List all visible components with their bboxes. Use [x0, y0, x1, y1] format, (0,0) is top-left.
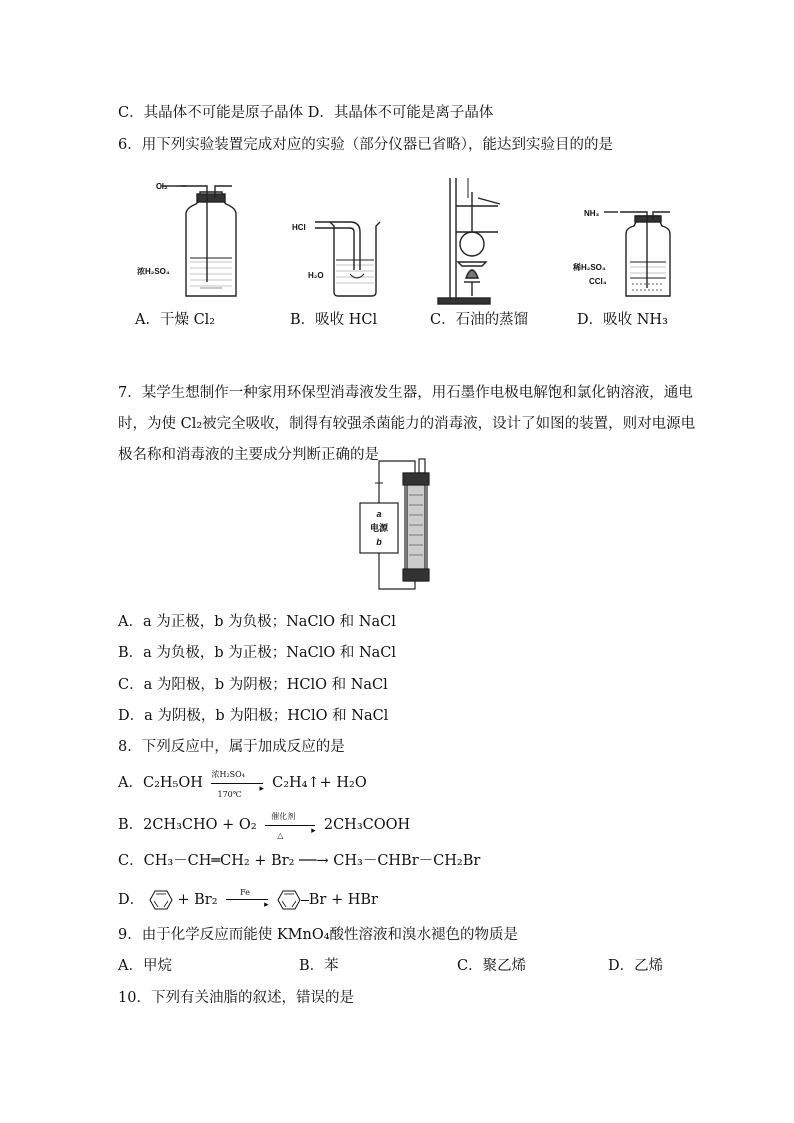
q9-option-a: A．甲烷: [118, 958, 172, 974]
q8-b-reactant: B．2CH₃CHO + O₂: [118, 817, 257, 833]
label-b-liquid: H₂O: [308, 271, 324, 280]
label-b-gas: HCl: [292, 223, 306, 232]
q7-electrolysis-figure: [355, 455, 455, 595]
q9-option-b: B．苯: [299, 958, 339, 974]
q7-option-d: D．a 为阴极，b 为阳极；HClO 和 NaCl: [118, 708, 389, 724]
q8-d-reagent: + Br₂: [177, 892, 218, 908]
q7-option-a: A．a 为正极，b 为负极；NaClO 和 NaCl: [118, 614, 396, 630]
q7-stem-line3: 极名称和消毒液的主要成分判断正确的是: [118, 447, 379, 463]
q8-option-a: [118, 770, 367, 799]
q8-b-arrow: 催化剂 ▸ △: [261, 815, 319, 835]
q7-stem-line2: 时，为使 Cl₂被完全吸收，制得有较强杀菌能力的消毒液，设计了如图的装置，则对电源电: [118, 416, 696, 432]
q8-a-cond-top: 浓H₂SO₄: [211, 770, 245, 779]
q8-b-cond-top: 催化剂: [271, 812, 296, 821]
apparatus-c-distillation: [438, 178, 500, 304]
q7-option-c: C．a 为阳极，b 为阴极；HClO 和 NaCl: [118, 677, 388, 693]
apparatus-d-washing-bottle: [604, 212, 670, 296]
label-a-liquid: 浓H₂SO₄: [137, 267, 170, 276]
q8-option-b: [118, 812, 411, 840]
q5-options-line: C．其晶体不可能是原子晶体 D．其晶体不可能是离子晶体: [118, 105, 494, 121]
q8-a-product: C₂H₄↑+ H₂O: [272, 775, 367, 791]
q6-option-a: A．干燥 Cl₂: [135, 312, 216, 328]
q6-option-b: B．吸收 HCl: [290, 312, 378, 328]
q8-option-c: C．CH₃－CH═CH₂ + Br₂ ──→ CH₃－CHBr－CH₂Br: [118, 853, 481, 869]
power-label-a: a: [376, 509, 382, 519]
q8-a-reactant: A．C₂H₅OH: [118, 775, 203, 791]
q7-stem-line1: 7．某学生想制作一种家用环保型消毒液发生器，用石墨作电极电解饱和氯化钠溶液，通电: [118, 385, 693, 401]
label-d-gas: NH₃: [584, 209, 600, 218]
power-label-mid: 电源: [369, 523, 389, 533]
apparatus-b-beaker: [315, 222, 380, 296]
q8-stem: 8．下列反应中，属于加成反应的是: [118, 739, 345, 755]
q8-d-arrow: Fe ▸: [222, 889, 272, 909]
label-a-gas: Cl₂: [156, 182, 168, 191]
q6-stem: 6．用下列实验装置完成对应的实验（部分仪器已省略），能达到实验目的的是: [118, 137, 613, 153]
apparatus-a-washing-bottle: [160, 186, 236, 296]
q8-a-arrow: 浓H₂SO₄ ▸ 170℃: [207, 773, 267, 793]
q8-d-cond: Fe: [240, 888, 250, 897]
q7-option-b: B．a 为负极，b 为正极；NaClO 和 NaCl: [118, 645, 397, 661]
q9-option-c: C．聚乙烯: [457, 958, 527, 974]
q10-stem: 10．下列有关油脂的叙述，错误的是: [118, 990, 354, 1006]
benzene-ring-icon: [277, 889, 301, 911]
q8-d-product: Br + HBr: [308, 892, 378, 908]
q8-a-cond-bottom: 170℃: [217, 790, 242, 799]
label-d-liquid1: 稀H₂SO₄: [573, 263, 606, 272]
q6-apparatus-figure: [0, 170, 794, 330]
q8-option-d: [118, 889, 378, 913]
q9-option-d: D．乙烯: [608, 958, 664, 974]
benzene-ring-icon: [149, 889, 173, 911]
q8-d-label: D．: [118, 892, 145, 908]
q6-option-d: D．吸收 NH₃: [577, 312, 668, 328]
power-label-b: b: [376, 537, 382, 547]
q6-option-c: C．石油的蒸馏: [430, 312, 529, 328]
q8-b-product: 2CH₃COOH: [323, 817, 411, 833]
q8-b-cond-bottom: △: [277, 831, 284, 840]
label-d-liquid2: CCl₄: [589, 277, 607, 286]
q9-stem: 9．由于化学反应而能使 KMnO₄酸性溶液和溴水褪色的物质是: [118, 927, 519, 943]
